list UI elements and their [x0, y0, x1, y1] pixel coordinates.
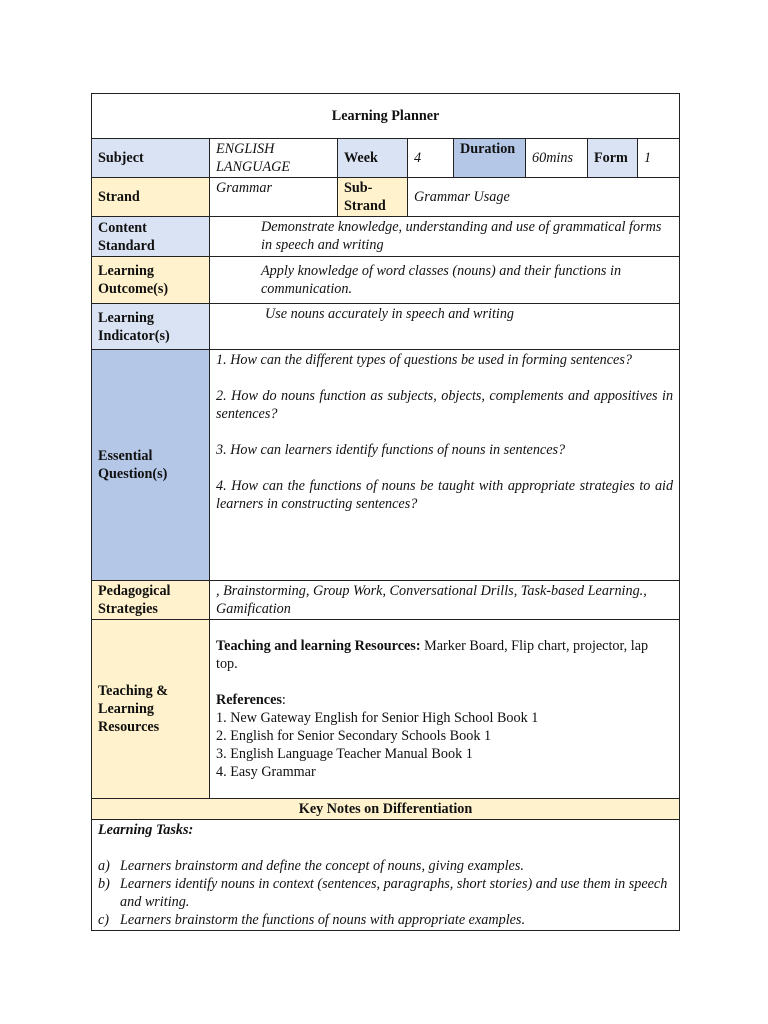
form-label: Form: [588, 139, 638, 178]
essential-question-item: 2. How do nouns function as subjects, objects, complements and appositives in sentences?: [216, 388, 674, 422]
planner-title: Learning Planner: [92, 94, 680, 139]
reference-item: 4. Easy Grammar: [216, 764, 316, 780]
learning-task-item: [98, 911, 673, 929]
pedagogical-strategies-row: [92, 581, 680, 620]
learning-outcomes-label: Learning Outcome(s): [92, 257, 210, 304]
essential-questions-list: [210, 350, 680, 581]
task-text: Learners identify nouns in context (sentences, paragraphs, short stories) and use them in speech and writing.: [120, 876, 668, 910]
essential-question-item: 4. How can the functions of nouns be taught with appropriate strategies to aid learners in constructing sentences?: [216, 478, 674, 512]
duration-value: 60mins: [526, 139, 588, 178]
learning-outcomes-value: Apply knowledge of word classes (nouns) and their functions in communication.: [210, 257, 680, 304]
learning-indicators-row: [92, 304, 680, 350]
learning-outcomes-row: [92, 257, 680, 304]
learning-tasks-label: Learning Tasks:: [98, 822, 194, 838]
learning-task-item: [98, 857, 673, 875]
essential-question-item: 1. How can the different types of questions be used in forming sentences?: [216, 352, 632, 368]
tl-resources-heading: Teaching and learning Resources:: [216, 638, 421, 654]
learning-tasks-row: [92, 820, 680, 931]
task-text: Learners brainstorm and define the concept of nouns, giving examples.: [120, 858, 524, 874]
differentiation-heading: Key Notes on Differentiation: [92, 799, 680, 820]
duration-label: Duration: [454, 139, 526, 178]
resources-row: [92, 620, 680, 799]
reference-item: 1. New Gateway English for Senior High School Book 1: [216, 710, 539, 726]
references-heading-line: [216, 691, 673, 709]
pedagogical-strategies-value: , Brainstorming, Group Work, Conversational Drills, Task-based Learning., Gamification: [210, 581, 680, 620]
learning-indicators-value: Use nouns accurately in speech and writing: [210, 304, 680, 350]
subject-label: Subject: [92, 139, 210, 178]
tl-resources-value: Marker Board, Flip chart, projector, lap top.: [216, 638, 649, 672]
references-colon: :: [281, 692, 286, 708]
sub-strand-value: Grammar Usage: [408, 178, 680, 217]
learning-task-item: [98, 875, 673, 911]
subject-value: ENGLISH LANGUAGE: [210, 139, 338, 178]
essential-questions-label: Essential Question(s): [92, 350, 210, 581]
subject-row: [92, 139, 680, 178]
task-text: Learners brainstorm the functions of nouns with appropriate examples.: [120, 912, 525, 928]
reference-item: 3. English Language Teacher Manual Book 1: [216, 746, 473, 762]
pedagogical-strategies-label: Pedagogical Strategies: [92, 581, 210, 620]
essential-question-item: 3. How can learners identify functions of nouns in sentences?: [216, 442, 566, 458]
references-heading: References: [216, 692, 282, 708]
strand-row: [92, 178, 680, 217]
resources-content: [210, 620, 680, 799]
learning-indicators-label: Learning Indicator(s): [92, 304, 210, 350]
content-standard-value: Demonstrate knowledge, understanding and use of grammatical forms in speech and writing: [210, 217, 680, 257]
title-row: [92, 94, 680, 139]
learning-tasks-list: [98, 857, 673, 929]
essential-questions-row: [92, 350, 680, 581]
week-value: 4: [408, 139, 454, 178]
learning-planner-table: [91, 93, 680, 931]
reference-item: 2. English for Senior Secondary Schools Book 1: [216, 728, 492, 744]
tl-resources-line: [216, 637, 673, 673]
task-marker: a): [98, 858, 110, 874]
strand-label: Strand: [92, 178, 210, 217]
strand-value: Grammar: [210, 178, 338, 217]
content-standard-label: Content Standard: [92, 217, 210, 257]
differentiation-header-row: [92, 799, 680, 820]
learning-tasks-content: [92, 820, 680, 931]
resources-label: Teaching & Learning Resources: [92, 620, 210, 799]
form-value: 1: [638, 139, 680, 178]
task-marker: b): [98, 876, 110, 892]
sub-strand-label: Sub-Strand: [338, 178, 408, 217]
week-label: Week: [338, 139, 408, 178]
content-standard-row: [92, 217, 680, 257]
task-marker: c): [98, 912, 110, 928]
